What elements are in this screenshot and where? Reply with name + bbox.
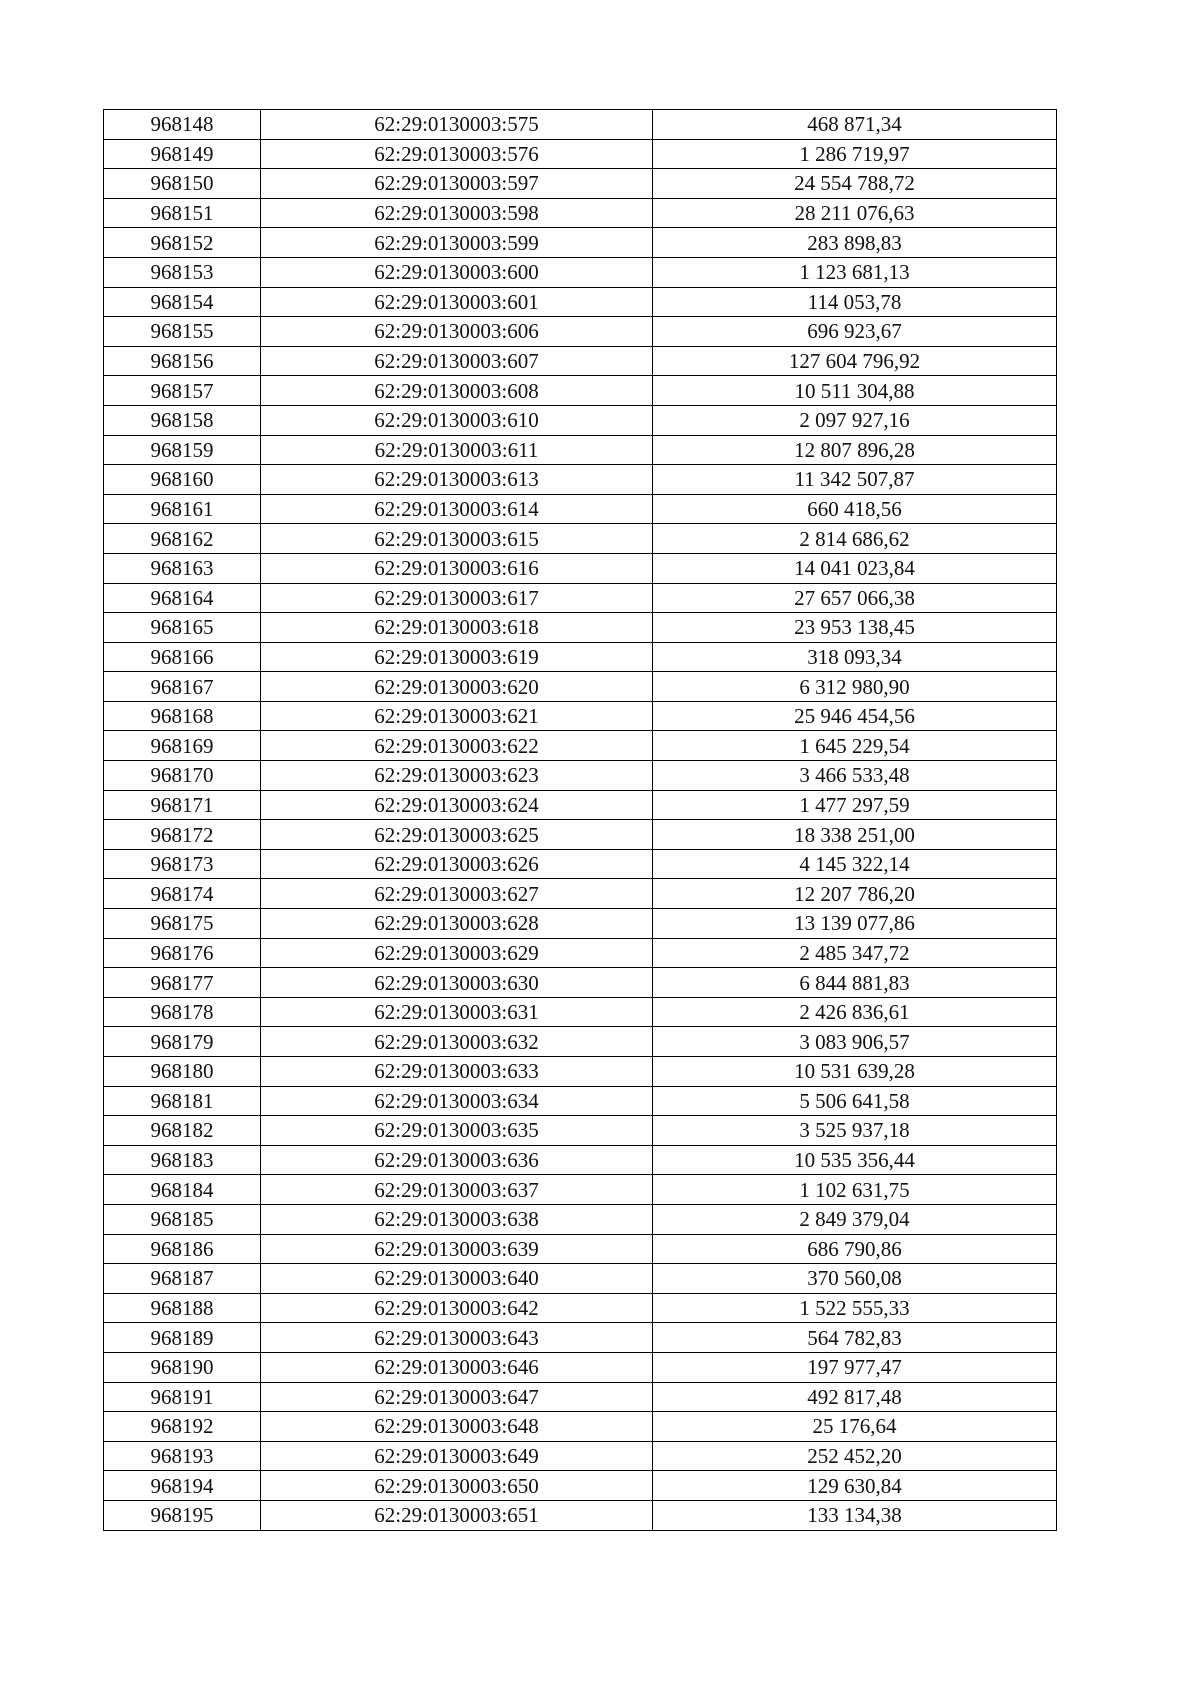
cadastral-value-cell: 10 511 304,88 xyxy=(653,376,1057,406)
cadastral-number-cell: 62:29:0130003:622 xyxy=(261,731,653,761)
table-row xyxy=(104,317,1057,347)
table-row xyxy=(104,376,1057,406)
row-number-cell: 968187 xyxy=(104,1264,261,1294)
cadastral-value-cell: 696 923,67 xyxy=(653,317,1057,347)
table-row xyxy=(104,139,1057,169)
row-number-cell: 968157 xyxy=(104,376,261,406)
table-row xyxy=(104,1234,1057,1264)
cadastral-number-cell: 62:29:0130003:643 xyxy=(261,1323,653,1353)
row-number-cell: 968180 xyxy=(104,1057,261,1087)
cadastral-value-cell: 12 207 786,20 xyxy=(653,879,1057,909)
cadastral-value-cell: 1 102 631,75 xyxy=(653,1175,1057,1205)
row-number-cell: 968165 xyxy=(104,613,261,643)
table-row xyxy=(104,198,1057,228)
cadastral-number-cell: 62:29:0130003:626 xyxy=(261,849,653,879)
table-row xyxy=(104,968,1057,998)
table-row xyxy=(104,1204,1057,1234)
cadastral-value-cell: 13 139 077,86 xyxy=(653,909,1057,939)
cadastral-value-table xyxy=(103,109,1057,1531)
row-number-cell: 968172 xyxy=(104,820,261,850)
table-row xyxy=(104,346,1057,376)
cadastral-value-cell: 6 312 980,90 xyxy=(653,672,1057,702)
cadastral-number-cell: 62:29:0130003:647 xyxy=(261,1382,653,1412)
cadastral-number-cell: 62:29:0130003:616 xyxy=(261,553,653,583)
row-number-cell: 968152 xyxy=(104,228,261,258)
cadastral-number-cell: 62:29:0130003:648 xyxy=(261,1412,653,1442)
cadastral-value-cell: 12 807 896,28 xyxy=(653,435,1057,465)
cadastral-value-cell: 1 522 555,33 xyxy=(653,1293,1057,1323)
cadastral-number-cell: 62:29:0130003:636 xyxy=(261,1145,653,1175)
table-row xyxy=(104,110,1057,140)
table-row xyxy=(104,583,1057,613)
row-number-cell: 968188 xyxy=(104,1293,261,1323)
cadastral-number-cell: 62:29:0130003:613 xyxy=(261,465,653,495)
cadastral-number-cell: 62:29:0130003:629 xyxy=(261,938,653,968)
row-number-cell: 968166 xyxy=(104,642,261,672)
cadastral-value-cell: 3 466 533,48 xyxy=(653,761,1057,791)
table-row xyxy=(104,938,1057,968)
row-number-cell: 968169 xyxy=(104,731,261,761)
row-number-cell: 968159 xyxy=(104,435,261,465)
cadastral-value-cell: 24 554 788,72 xyxy=(653,169,1057,199)
cadastral-number-cell: 62:29:0130003:630 xyxy=(261,968,653,998)
cadastral-value-cell: 2 426 836,61 xyxy=(653,997,1057,1027)
table-row xyxy=(104,613,1057,643)
table-row xyxy=(104,1293,1057,1323)
table-row xyxy=(104,1441,1057,1471)
cadastral-value-cell: 127 604 796,92 xyxy=(653,346,1057,376)
row-number-cell: 968189 xyxy=(104,1323,261,1353)
row-number-cell: 968155 xyxy=(104,317,261,347)
cadastral-number-cell: 62:29:0130003:606 xyxy=(261,317,653,347)
table-row xyxy=(104,731,1057,761)
row-number-cell: 968173 xyxy=(104,849,261,879)
table-row xyxy=(104,553,1057,583)
cadastral-number-cell: 62:29:0130003:639 xyxy=(261,1234,653,1264)
row-number-cell: 968167 xyxy=(104,672,261,702)
cadastral-value-cell: 25 946 454,56 xyxy=(653,701,1057,731)
cadastral-number-cell: 62:29:0130003:638 xyxy=(261,1204,653,1234)
cadastral-number-cell: 62:29:0130003:619 xyxy=(261,642,653,672)
row-number-cell: 968162 xyxy=(104,524,261,554)
cadastral-number-cell: 62:29:0130003:634 xyxy=(261,1086,653,1116)
row-number-cell: 968179 xyxy=(104,1027,261,1057)
table-row xyxy=(104,642,1057,672)
cadastral-value-cell: 10 535 356,44 xyxy=(653,1145,1057,1175)
table-row xyxy=(104,820,1057,850)
cadastral-number-cell: 62:29:0130003:628 xyxy=(261,909,653,939)
row-number-cell: 968160 xyxy=(104,465,261,495)
row-number-cell: 968185 xyxy=(104,1204,261,1234)
table-row xyxy=(104,701,1057,731)
row-number-cell: 968176 xyxy=(104,938,261,968)
table-row xyxy=(104,228,1057,258)
cadastral-value-cell: 252 452,20 xyxy=(653,1441,1057,1471)
cadastral-number-cell: 62:29:0130003:576 xyxy=(261,139,653,169)
cadastral-value-cell: 28 211 076,63 xyxy=(653,198,1057,228)
cadastral-value-cell: 686 790,86 xyxy=(653,1234,1057,1264)
cadastral-number-cell: 62:29:0130003:623 xyxy=(261,761,653,791)
cadastral-value-cell: 27 657 066,38 xyxy=(653,583,1057,613)
cadastral-number-cell: 62:29:0130003:607 xyxy=(261,346,653,376)
table-row xyxy=(104,1382,1057,1412)
row-number-cell: 968195 xyxy=(104,1500,261,1530)
row-number-cell: 968182 xyxy=(104,1116,261,1146)
cadastral-number-cell: 62:29:0130003:615 xyxy=(261,524,653,554)
cadastral-value-cell: 2 097 927,16 xyxy=(653,405,1057,435)
row-number-cell: 968164 xyxy=(104,583,261,613)
cadastral-value-cell: 2 849 379,04 xyxy=(653,1204,1057,1234)
row-number-cell: 968156 xyxy=(104,346,261,376)
cadastral-value-cell: 492 817,48 xyxy=(653,1382,1057,1412)
table-row xyxy=(104,1412,1057,1442)
cadastral-value-cell: 370 560,08 xyxy=(653,1264,1057,1294)
cadastral-value-cell: 4 145 322,14 xyxy=(653,849,1057,879)
table-row xyxy=(104,761,1057,791)
table-row xyxy=(104,1352,1057,1382)
cadastral-number-cell: 62:29:0130003:650 xyxy=(261,1471,653,1501)
cadastral-value-cell: 1 645 229,54 xyxy=(653,731,1057,761)
cadastral-value-cell: 11 342 507,87 xyxy=(653,465,1057,495)
cadastral-value-cell: 10 531 639,28 xyxy=(653,1057,1057,1087)
cadastral-number-cell: 62:29:0130003:618 xyxy=(261,613,653,643)
row-number-cell: 968181 xyxy=(104,1086,261,1116)
cadastral-value-cell: 3 083 906,57 xyxy=(653,1027,1057,1057)
row-number-cell: 968148 xyxy=(104,110,261,140)
table-row xyxy=(104,465,1057,495)
cadastral-number-cell: 62:29:0130003:635 xyxy=(261,1116,653,1146)
row-number-cell: 968154 xyxy=(104,287,261,317)
cadastral-value-cell: 129 630,84 xyxy=(653,1471,1057,1501)
cadastral-value-cell: 318 093,34 xyxy=(653,642,1057,672)
row-number-cell: 968175 xyxy=(104,909,261,939)
cadastral-number-cell: 62:29:0130003:601 xyxy=(261,287,653,317)
cadastral-value-cell: 283 898,83 xyxy=(653,228,1057,258)
cadastral-number-cell: 62:29:0130003:646 xyxy=(261,1352,653,1382)
row-number-cell: 968174 xyxy=(104,879,261,909)
table-row xyxy=(104,1145,1057,1175)
cadastral-number-cell: 62:29:0130003:611 xyxy=(261,435,653,465)
row-number-cell: 968158 xyxy=(104,405,261,435)
table-row xyxy=(104,1027,1057,1057)
table-row xyxy=(104,257,1057,287)
table-row xyxy=(104,849,1057,879)
table-row xyxy=(104,169,1057,199)
cadastral-value-cell: 23 953 138,45 xyxy=(653,613,1057,643)
cadastral-value-cell: 468 871,34 xyxy=(653,110,1057,140)
cadastral-number-cell: 62:29:0130003:625 xyxy=(261,820,653,850)
cadastral-number-cell: 62:29:0130003:637 xyxy=(261,1175,653,1205)
row-number-cell: 968150 xyxy=(104,169,261,199)
cadastral-number-cell: 62:29:0130003:621 xyxy=(261,701,653,731)
cadastral-number-cell: 62:29:0130003:633 xyxy=(261,1057,653,1087)
table-row xyxy=(104,1500,1057,1530)
table-row xyxy=(104,997,1057,1027)
table-row xyxy=(104,1116,1057,1146)
cadastral-number-cell: 62:29:0130003:598 xyxy=(261,198,653,228)
cadastral-number-cell: 62:29:0130003:614 xyxy=(261,494,653,524)
row-number-cell: 968161 xyxy=(104,494,261,524)
cadastral-number-cell: 62:29:0130003:651 xyxy=(261,1500,653,1530)
table-row xyxy=(104,524,1057,554)
cadastral-number-cell: 62:29:0130003:610 xyxy=(261,405,653,435)
row-number-cell: 968178 xyxy=(104,997,261,1027)
cadastral-number-cell: 62:29:0130003:600 xyxy=(261,257,653,287)
table-row xyxy=(104,790,1057,820)
cadastral-value-cell: 25 176,64 xyxy=(653,1412,1057,1442)
cadastral-number-cell: 62:29:0130003:624 xyxy=(261,790,653,820)
cadastral-number-cell: 62:29:0130003:632 xyxy=(261,1027,653,1057)
row-number-cell: 968171 xyxy=(104,790,261,820)
row-number-cell: 968149 xyxy=(104,139,261,169)
cadastral-number-cell: 62:29:0130003:608 xyxy=(261,376,653,406)
table-body xyxy=(104,110,1057,1531)
cadastral-value-cell: 564 782,83 xyxy=(653,1323,1057,1353)
cadastral-value-cell: 5 506 641,58 xyxy=(653,1086,1057,1116)
row-number-cell: 968191 xyxy=(104,1382,261,1412)
row-number-cell: 968177 xyxy=(104,968,261,998)
cadastral-number-cell: 62:29:0130003:599 xyxy=(261,228,653,258)
cadastral-value-cell: 18 338 251,00 xyxy=(653,820,1057,850)
cadastral-number-cell: 62:29:0130003:642 xyxy=(261,1293,653,1323)
table-row xyxy=(104,1471,1057,1501)
cadastral-number-cell: 62:29:0130003:640 xyxy=(261,1264,653,1294)
cadastral-value-cell: 14 041 023,84 xyxy=(653,553,1057,583)
table-row xyxy=(104,405,1057,435)
cadastral-number-cell: 62:29:0130003:617 xyxy=(261,583,653,613)
cadastral-number-cell: 62:29:0130003:620 xyxy=(261,672,653,702)
cadastral-value-cell: 133 134,38 xyxy=(653,1500,1057,1530)
row-number-cell: 968163 xyxy=(104,553,261,583)
table-row xyxy=(104,1323,1057,1353)
cadastral-value-cell: 2 814 686,62 xyxy=(653,524,1057,554)
cadastral-number-cell: 62:29:0130003:627 xyxy=(261,879,653,909)
cadastral-number-cell: 62:29:0130003:575 xyxy=(261,110,653,140)
cadastral-value-cell: 1 286 719,97 xyxy=(653,139,1057,169)
cadastral-number-cell: 62:29:0130003:649 xyxy=(261,1441,653,1471)
cadastral-number-cell: 62:29:0130003:597 xyxy=(261,169,653,199)
table-row xyxy=(104,287,1057,317)
cadastral-value-cell: 6 844 881,83 xyxy=(653,968,1057,998)
cadastral-value-cell: 197 977,47 xyxy=(653,1352,1057,1382)
table-row xyxy=(104,1264,1057,1294)
row-number-cell: 968168 xyxy=(104,701,261,731)
table-row xyxy=(104,1175,1057,1205)
table-row xyxy=(104,1086,1057,1116)
cadastral-value-cell: 2 485 347,72 xyxy=(653,938,1057,968)
row-number-cell: 968183 xyxy=(104,1145,261,1175)
table-row xyxy=(104,494,1057,524)
table-row xyxy=(104,879,1057,909)
row-number-cell: 968170 xyxy=(104,761,261,791)
cadastral-value-cell: 114 053,78 xyxy=(653,287,1057,317)
row-number-cell: 968186 xyxy=(104,1234,261,1264)
table-row xyxy=(104,1057,1057,1087)
row-number-cell: 968184 xyxy=(104,1175,261,1205)
cadastral-number-cell: 62:29:0130003:631 xyxy=(261,997,653,1027)
table-row xyxy=(104,909,1057,939)
cadastral-value-cell: 1 123 681,13 xyxy=(653,257,1057,287)
cadastral-value-cell: 1 477 297,59 xyxy=(653,790,1057,820)
cadastral-value-cell: 3 525 937,18 xyxy=(653,1116,1057,1146)
cadastral-value-cell: 660 418,56 xyxy=(653,494,1057,524)
table-row xyxy=(104,435,1057,465)
row-number-cell: 968194 xyxy=(104,1471,261,1501)
row-number-cell: 968193 xyxy=(104,1441,261,1471)
row-number-cell: 968151 xyxy=(104,198,261,228)
table-row xyxy=(104,672,1057,702)
row-number-cell: 968153 xyxy=(104,257,261,287)
row-number-cell: 968192 xyxy=(104,1412,261,1442)
row-number-cell: 968190 xyxy=(104,1352,261,1382)
